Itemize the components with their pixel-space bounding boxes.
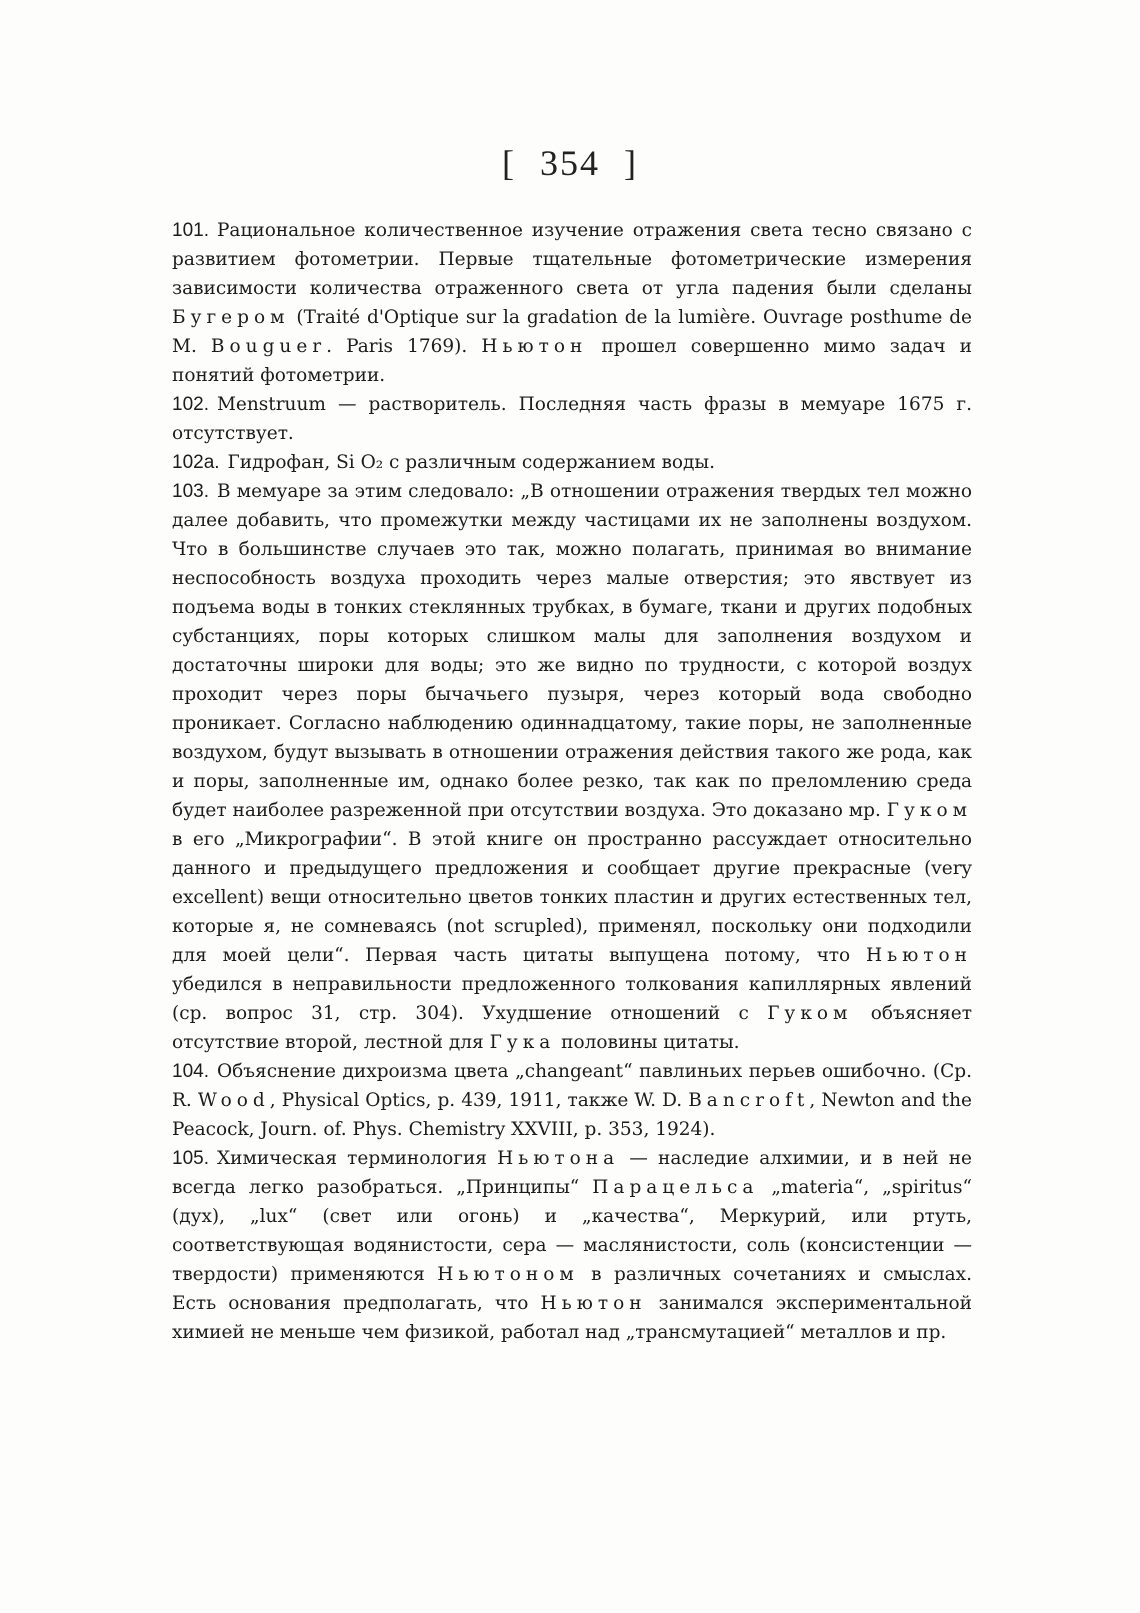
- endnote-102: [172, 390, 972, 448]
- endnote-text: — наследие алхимии, и в ней не всегда легко разобраться. „Принципы“: [172, 1148, 972, 1198]
- spaced-name: Бугером: [172, 307, 290, 328]
- endnote-number: 102.: [172, 394, 209, 415]
- spaced-name: Парацельса: [592, 1177, 759, 1198]
- endnote-104: [172, 1057, 972, 1144]
- spaced-name: Bouguer: [210, 336, 327, 357]
- endnote-102a: [172, 448, 972, 477]
- spaced-name: Ньютон: [481, 336, 588, 357]
- bracket-right: ]: [624, 143, 638, 183]
- endnote-text: занимался экспериментальной химией не меньше чем физикой, работал над „трансмутацией“ металлов и пр.: [172, 1293, 972, 1343]
- spaced-name: Гуком: [767, 1003, 853, 1024]
- endnote-text: Menstruum — растворитель. Последняя часть фразы в мемуаре 1675 г. отсутствует.: [172, 394, 972, 444]
- endnote-text: прошел совершенно мимо задач и понятий фотометрии.: [172, 336, 972, 386]
- spaced-name: Ньютоном: [437, 1264, 579, 1285]
- endnote-text: в его „Микрографии“. В этой книге он пространно рассуждает относительно данного и предыдущего предложения и сообщает другие прекрасные (very excellent) вещи относительно цветов тонких пластин и других естественных тел, которые я, не сомневаясь (not scrupled), применял, поскольку они подходили для моей цели“. Первая часть цитаты выпущена потому, что: [172, 829, 972, 966]
- endnote-text: в различных сочетаниях и смыслах. Есть основания предполагать, что: [172, 1264, 972, 1314]
- endnote-number: 101.: [172, 220, 209, 241]
- spaced-name: Гука: [489, 1032, 556, 1053]
- endnote-text: . Paris 1769).: [326, 336, 482, 357]
- endnote-text: объясняет отсутствие второй, лестной для: [172, 1003, 972, 1053]
- spaced-name: Ньютона: [497, 1148, 620, 1169]
- spaced-name: Wood: [197, 1090, 270, 1111]
- endnote-number: 103.: [172, 481, 209, 502]
- endnote-number: 102a.: [172, 452, 220, 473]
- endnote-text: (Traité d'Optique sur la gradation de la lumière. Ouvrage posthume de M.: [172, 307, 972, 357]
- page-number: [0, 142, 1140, 184]
- endnote-text: убедился в неправильности предложенного толкования капиллярных явлений (ср. вопрос 31, стр. 304). Ухудшение отношений с: [172, 974, 972, 1024]
- endnote-101: [172, 216, 972, 390]
- bracket-left: [: [502, 143, 516, 183]
- spaced-name: Ньютон: [865, 945, 972, 966]
- endnotes-body: [172, 216, 972, 1347]
- endnote-number: 104.: [172, 1061, 209, 1082]
- endnote-105: [172, 1144, 972, 1347]
- endnote-103: [172, 477, 972, 1057]
- endnote-text: , Newton and the Peacock, Journ. of. Phys. Chemistry XXVIII, p. 353, 1924).: [172, 1090, 972, 1140]
- endnote-text: Рациональное количественное изучение отражения света тесно связано с развитием фотометрии. Первые тщательные фотометрические измерения зависимости количества отраженного света от угла падения были сделаны: [172, 220, 972, 299]
- endnote-text: половины цитаты.: [555, 1032, 740, 1053]
- spaced-name: Гуком: [886, 800, 972, 821]
- endnote-text: „materia“, „spiritus“ (дух), „lux“ (свет или огонь) и „качества“, Меркурий, или ртуть, соответствующая водянистости, сера — маслянистости, соль (консистенции — твердости) применяются: [172, 1177, 973, 1285]
- endnote-text: В мемуаре за этим следовало: „В отношении отражения твердых тел можно далее добавить, что промежутки между частицами их не заполнены воздухом. Что в большинстве случаев это так, можно полагать, принимая во внимание неспособность воздуха проходить через малые отверстия; это явствует из подъема воды в тонких стеклянных трубках, в бумаге, ткани и других подобных субстанциях, поры которых слишком малы для заполнения воздухом и достаточны широки для воды; это же видно по трудности, с которой воздух проходит через поры бычачьего пузыря, через который вода свободно проникает. Согласно наблюдению одиннадцатому, такие поры, не заполненные воздухом, будут вызывать в отношении отражения действия такого же рода, как и поры, заполненные им, однако более резко, так как по преломлению среда будет наиболее разреженной при отсутствии воздуха. Это доказано мр.: [172, 481, 972, 821]
- endnote-number: 105.: [172, 1148, 209, 1169]
- endnote-text: Объяснение дихроизма цвета „changeant“ павлиньих перьев ошибочно. (Ср. R.: [172, 1061, 972, 1111]
- spaced-name: Ньютон: [540, 1293, 647, 1314]
- page-number-value: 354: [540, 143, 600, 183]
- endnote-text: Химическая терминология: [216, 1148, 498, 1169]
- spaced-name: Bancroft: [688, 1090, 810, 1111]
- endnote-text: Гидрофан, Si O₂ с различным содержанием воды.: [227, 452, 716, 473]
- endnote-text: , Physical Optics, p. 439, 1911, также W. D.: [269, 1090, 689, 1111]
